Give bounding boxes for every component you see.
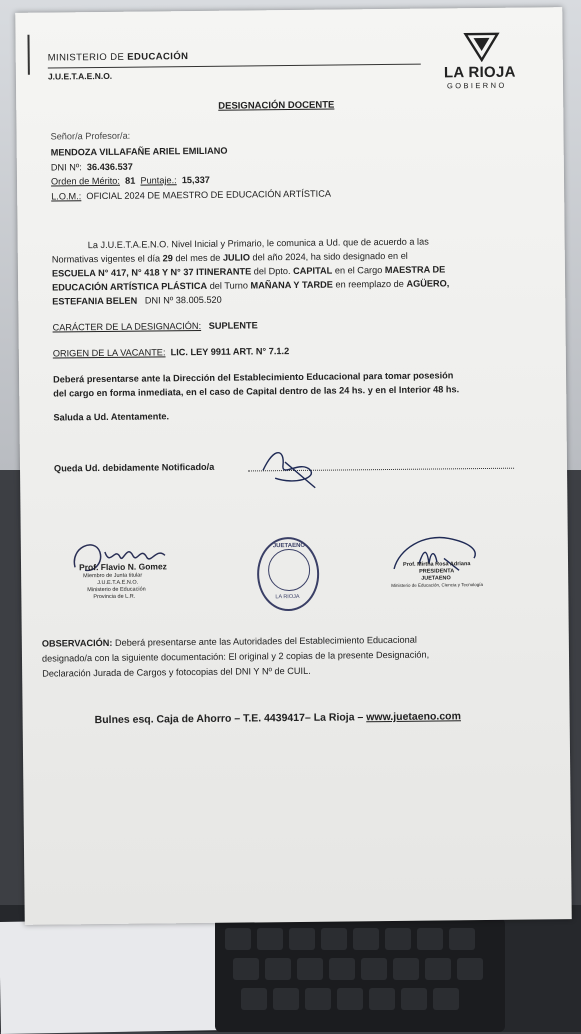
- header-left-bar: [27, 35, 29, 75]
- body-line-3: ESCUELA N° 417, N° 418 Y N° 37 ITINERANTE del Dpto. CAPITAL en el Cargo MAESTRA DE: [51, 264, 446, 279]
- paper-underneath: [0, 918, 226, 1034]
- right-signer-line-4: Ministerio de Educación, Ciencia y Tecnología: [391, 582, 483, 588]
- header-rule: [48, 64, 421, 69]
- notified-label: Queda Ud. debidamente Notificado/a: [53, 461, 215, 474]
- designation-document: [15, 7, 572, 925]
- merit-row: Orden de Mérito: 81 Puntaje.: 15,337: [50, 174, 210, 187]
- dni-row: DNI Nº: 36.436.537: [50, 161, 133, 173]
- right-signer-line-1: Prof. Mirtha Rosa Adriana: [403, 561, 471, 568]
- origin-row: ORIGEN DE LA VACANTE: LIC. LEY 9911 ART. N° 7.1.2: [52, 346, 290, 359]
- left-signer-role-1: Miembro de Junta titular: [83, 572, 143, 580]
- observation-line-3: Declaración Jurada de Cargos y fotocopias del DNI Y Nº de CUIL.: [42, 665, 311, 679]
- footer-address: Bulnes esq. Caja de Ahorro – T.E. 4439417– La Rioja – www.juetaeno.com: [94, 710, 461, 727]
- stamp-inner-ring: [268, 549, 310, 591]
- left-signer-name: Prof. Flavio N. Gomez: [78, 561, 167, 573]
- recipient-name: MENDOZA VILLAFAÑE ARIEL EMILIANO: [50, 145, 228, 158]
- right-signer-line-3: JUETAENO: [421, 575, 451, 582]
- footer-website-link: www.juetaeno.com: [366, 710, 461, 724]
- official-stamp: [257, 537, 320, 612]
- observation-line-2: designado/a con la siguiente documentación: El original y 2 copias de la presente Designación,: [41, 649, 430, 664]
- left-signer-role-3: Ministerio de Educación: [87, 586, 146, 594]
- lom-row: L.O.M.: OFICIAL 2024 DE MAESTRO DE EDUCACIÓN ARTÍSTICA: [51, 188, 331, 202]
- stamp-text: JUETAENO: [272, 542, 306, 550]
- entity-label: J.U.E.T.A.E.N.O.: [47, 70, 113, 82]
- left-signer-role-4: Provincia de L.R.: [93, 593, 136, 601]
- stamp-bottom-text: LA RIOJA: [275, 593, 300, 601]
- la-rioja-logo-icon: [463, 32, 499, 62]
- left-signer-role-2: J.U.E.T.A.E.N.O.: [97, 579, 139, 587]
- body-line-4: EDUCACIÓN ARTÍSTICA PLÁSTICA del Turno MAÑANA Y TARDE en reemplazo de AGÜERO,: [52, 278, 450, 293]
- recipient-signature-icon: [255, 440, 326, 491]
- ministry-label: MINISTERIO DE EDUCACIÓN: [47, 51, 189, 64]
- logo-main-text: LA RIOJA: [443, 63, 516, 82]
- body-line-1: La J.U.E.T.A.E.N.O. Nivel Inicial y Primario, le comunica a Ud. que de acuerdo a las: [87, 236, 429, 251]
- character-row: CARÁCTER DE LA DESIGNACIÓN: SUPLENTE: [52, 320, 258, 333]
- must-line-1: Deberá presentarse ante la Dirección del Establecimiento Educacional para tomar posesión: [53, 370, 454, 385]
- observation-line-1: OBSERVACIÓN: Deberá presentarse ante las Autoridades del Establecimiento Educacional: [41, 634, 417, 649]
- keyboard: [215, 918, 505, 1032]
- must-line-2: del cargo en forma inmediata, en el caso de Capital dentro de las 24 hs. y en el Interior 48 hs.: [53, 384, 460, 399]
- logo-sub-text: GOBIERNO: [446, 80, 507, 91]
- document-title: DESIGNACIÓN DOCENTE: [218, 99, 335, 112]
- right-signer-line-2: PRESIDENTA: [419, 568, 455, 575]
- greeting: Saluda a Ud. Atentamente.: [53, 411, 170, 423]
- body-line-5: ESTEFANIA BELEN DNI Nº 38.005.520: [52, 294, 222, 307]
- body-line-2: Normativas vigentes el día 29 del mes de JULIO del año 2024, ha sido designado en el: [51, 250, 408, 265]
- salutation: Señor/a Profesor/a:: [50, 130, 131, 142]
